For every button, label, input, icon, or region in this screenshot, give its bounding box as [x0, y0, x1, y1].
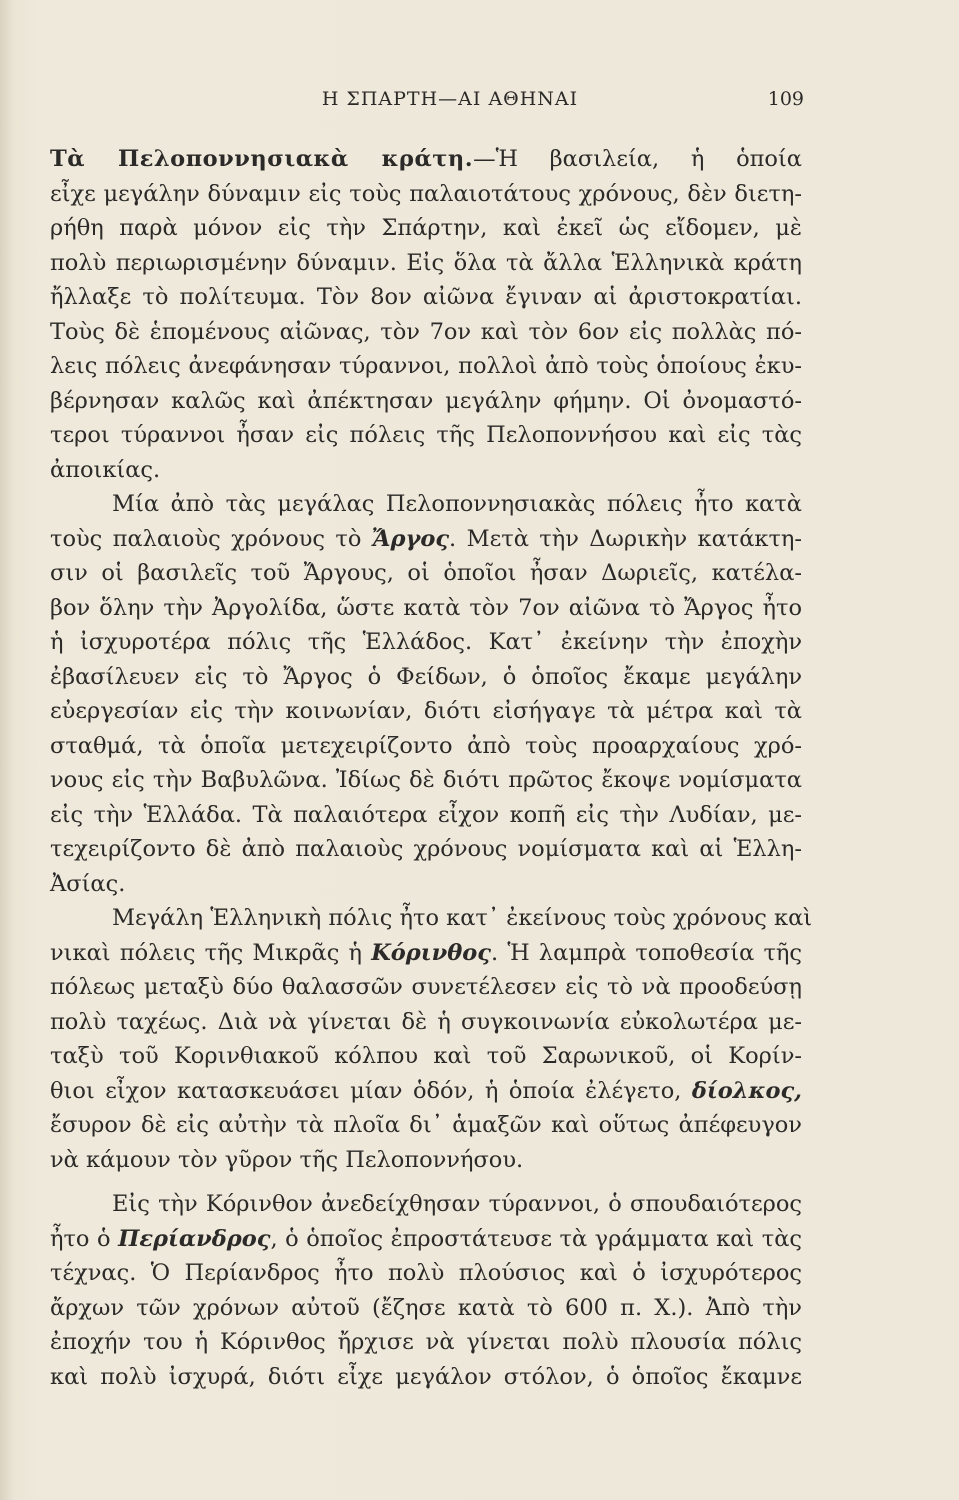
paragraph-1-line: λεις πόλεις ἀνεφάνησαν τύραννοι, πολλοὶ ἀπὸ τοὺς ὁποίους ἐκυ-	[50, 353, 802, 379]
body-text	[50, 142, 813, 1394]
emphasis-korinthos: Κόρινθος	[371, 939, 491, 966]
paragraph-2-line: Ἀσίας.	[50, 870, 126, 897]
emphasis-argos: Ἄργος	[371, 525, 450, 552]
paragraph-2-line: εὐεργεσίαν εἰς τὴν κοινωνίαν, διότι εἰσήγαγε τὰ μέτρα καὶ τὰ	[50, 698, 802, 724]
paragraph-2-line: Μία ἀπὸ τὰς μεγάλας Πελοποννησιακὰς πόλεις ἦτο κατὰ	[112, 491, 802, 517]
paragraph-1-line: τεροι τύραννοι ἦσαν εἰς πόλεις τῆς Πελοποννήσου καὶ εἰς τὰς	[50, 422, 802, 448]
paragraph-3-line: νικαὶ πόλεις τῆς Μικρᾶς ἡ Κόρινθος. Ἡ λαμπρὰ τοποθεσία τῆς	[50, 939, 802, 966]
section-title: Τὰ Πελοποννησιακὰ κράτη.	[50, 146, 474, 172]
paragraph-1-line: εἶχε μεγάλην δύναμιν εἰς τοὺς παλαιοτάτους χρόνους, δὲν διετη-	[50, 180, 802, 207]
page-number: 109	[767, 88, 804, 110]
emphasis-diolkos: δίολκος,	[691, 1077, 802, 1104]
paragraph-2-line: ἡ ἰσχυροτέρα πόλις τῆς Ἑλλάδος. Κατ᾽ ἐκείνην τὴν ἐποχὴν	[50, 629, 802, 655]
running-head: Η ΣΠΑΡΤΗ—ΑΙ ΑΘΗΝΑΙ	[321, 88, 579, 110]
emphasis-periandros: Περίανδρος	[118, 1225, 271, 1252]
paragraph-4-line: ἦτο ὁ Περίανδρος, ὁ ὁποῖος ἐπροστάτευσε τὰ γράμματα καὶ τὰς	[50, 1225, 802, 1252]
paragraph-4-line: ἐποχήν του ἡ Κόρινθος ἤρχισε νὰ γίνεται πολὺ πλουσία πόλις	[50, 1329, 802, 1355]
paragraph-3-line: ἔσυρον δὲ εἰς αὐτὴν τὰ πλοῖα δι᾽ ἁμαξῶν καὶ οὕτως ἀπέφευγον	[50, 1112, 802, 1138]
paragraph-3-line: πόλεως μεταξὺ δύο θαλασσῶν συνετέλεσεν εἰς τὸ νὰ προοδεύσῃ	[50, 974, 802, 1000]
paragraph-2-line: ἐβασίλευεν εἰς τὸ Ἄργος ὁ Φείδων, ὁ ὁποῖος ἔκαμε μεγάλην	[50, 663, 802, 690]
paragraph-2-line: τεχειρίζοντο δὲ ἀπὸ παλαιοὺς χρόνους νομίσματα καὶ αἱ Ἑλλη-	[50, 836, 802, 862]
paragraph-4-line: Εἰς τὴν Κόρινθον ἀνεδείχθησαν τύραννοι, ὁ σπουδαιότερος	[112, 1191, 802, 1217]
page-header	[100, 88, 804, 118]
paragraph-2-line: τοὺς παλαιοὺς χρόνους τὸ Ἄργος. Μετὰ τὴν Δωρικὴν κατάκτη-	[50, 525, 803, 552]
paragraph-4-line: καὶ πολὺ ἰσχυρά, διότι εἶχε μεγάλον στόλον, ὁ ὁποῖος ἔκαμνε	[50, 1363, 802, 1390]
paragraph-2-line: βον ὅλην τὴν Ἀργολίδα, ὥστε κατὰ τὸν 7ον αἰῶνα τὸ Ἄργος ἦτο	[50, 594, 802, 621]
paragraph-3-line: ταξὺ τοῦ Κορινθιακοῦ κόλπου καὶ τοῦ Σαρωνικοῦ, οἱ Κορίν-	[50, 1043, 802, 1069]
paragraph-2-line: σιν οἱ βασιλεῖς τοῦ Ἄργους, οἱ ὁποῖοι ἦσαν Δωριεῖς, κατέλα-	[50, 560, 802, 586]
paragraph-4-line: ἄρχων τῶν χρόνων αὐτοῦ (ἔζησε κατὰ τὸ 600 π. Χ.). Ἀπὸ τὴν	[50, 1294, 802, 1321]
paragraph-3-line: νὰ κάμουν τὸν γῦρον τῆς Πελοποννήσου.	[50, 1146, 524, 1173]
paragraph-1-line: Τοὺς δὲ ἑπομένους αἰῶνας, τὸν 7ον καὶ τὸν 6ον εἰς πολλὰς πό-	[50, 318, 802, 345]
paragraph-1-line: βέρνησαν καλῶς καὶ ἀπέκτησαν μεγάλην φήμην. Οἱ ὀνομαστό-	[50, 387, 802, 414]
paragraph-2-line: σταθμά, τὰ ὁποῖα μετεχειρίζοντο ἀπὸ τοὺς προαρχαίους χρό-	[50, 732, 802, 759]
paragraph-1-line: ἀποικίας.	[50, 456, 161, 483]
paragraph-1-line: πολὺ περιωρισμένην δύναμιν. Εἰς ὅλα τὰ ἄλλα Ἑλληνικὰ κράτη	[50, 249, 802, 276]
paragraph-2-line: εἰς τὴν Ἑλλάδα. Τὰ παλαιότερα εἶχον κοπῆ εἰς τὴν Λυδίαν, με-	[50, 801, 802, 828]
paragraph-3-line: θιοι εἶχον κατασκευάσει μίαν ὁδόν, ἡ ὁποία ἐλέγετο, δίολκος,	[50, 1077, 802, 1104]
paragraph-1-line: Τὰ Πελοποννησιακὰ κράτη.—Ἡ βασιλεία, ἡ ὁποία	[50, 146, 802, 172]
paragraph-1-line: ρήθη παρὰ μόνον εἰς τὴν Σπάρτην, καὶ ἐκεῖ ὡς εἴδομεν, μὲ	[50, 215, 802, 241]
paragraph-4-line: τέχνας. Ὁ Περίανδρος ἦτο πολὺ πλούσιος καὶ ὁ ἰσχυρότερος	[50, 1260, 802, 1286]
paragraph-3-line: πολὺ ταχέως. Διὰ νὰ γίνεται δὲ ἡ συγκοινωνία εὐκολωτέρα με-	[50, 1008, 802, 1035]
paragraph-3-line: Μεγάλη Ἑλληνικὴ πόλις ἦτο κατ᾽ ἐκείνους τοὺς χρόνους καὶ	[112, 905, 813, 931]
paragraph-1-line: ἤλλαξε τὸ πολίτευμα. Τὸν 8ον αἰῶνα ἔγιναν αἱ ἀριστοκρατίαι.	[50, 284, 802, 310]
paragraph-2-line: νους εἰς τὴν Βαβυλῶνα. Ἰδίως δὲ διότι πρῶτος ἔκοψε νομίσματα	[50, 767, 802, 793]
